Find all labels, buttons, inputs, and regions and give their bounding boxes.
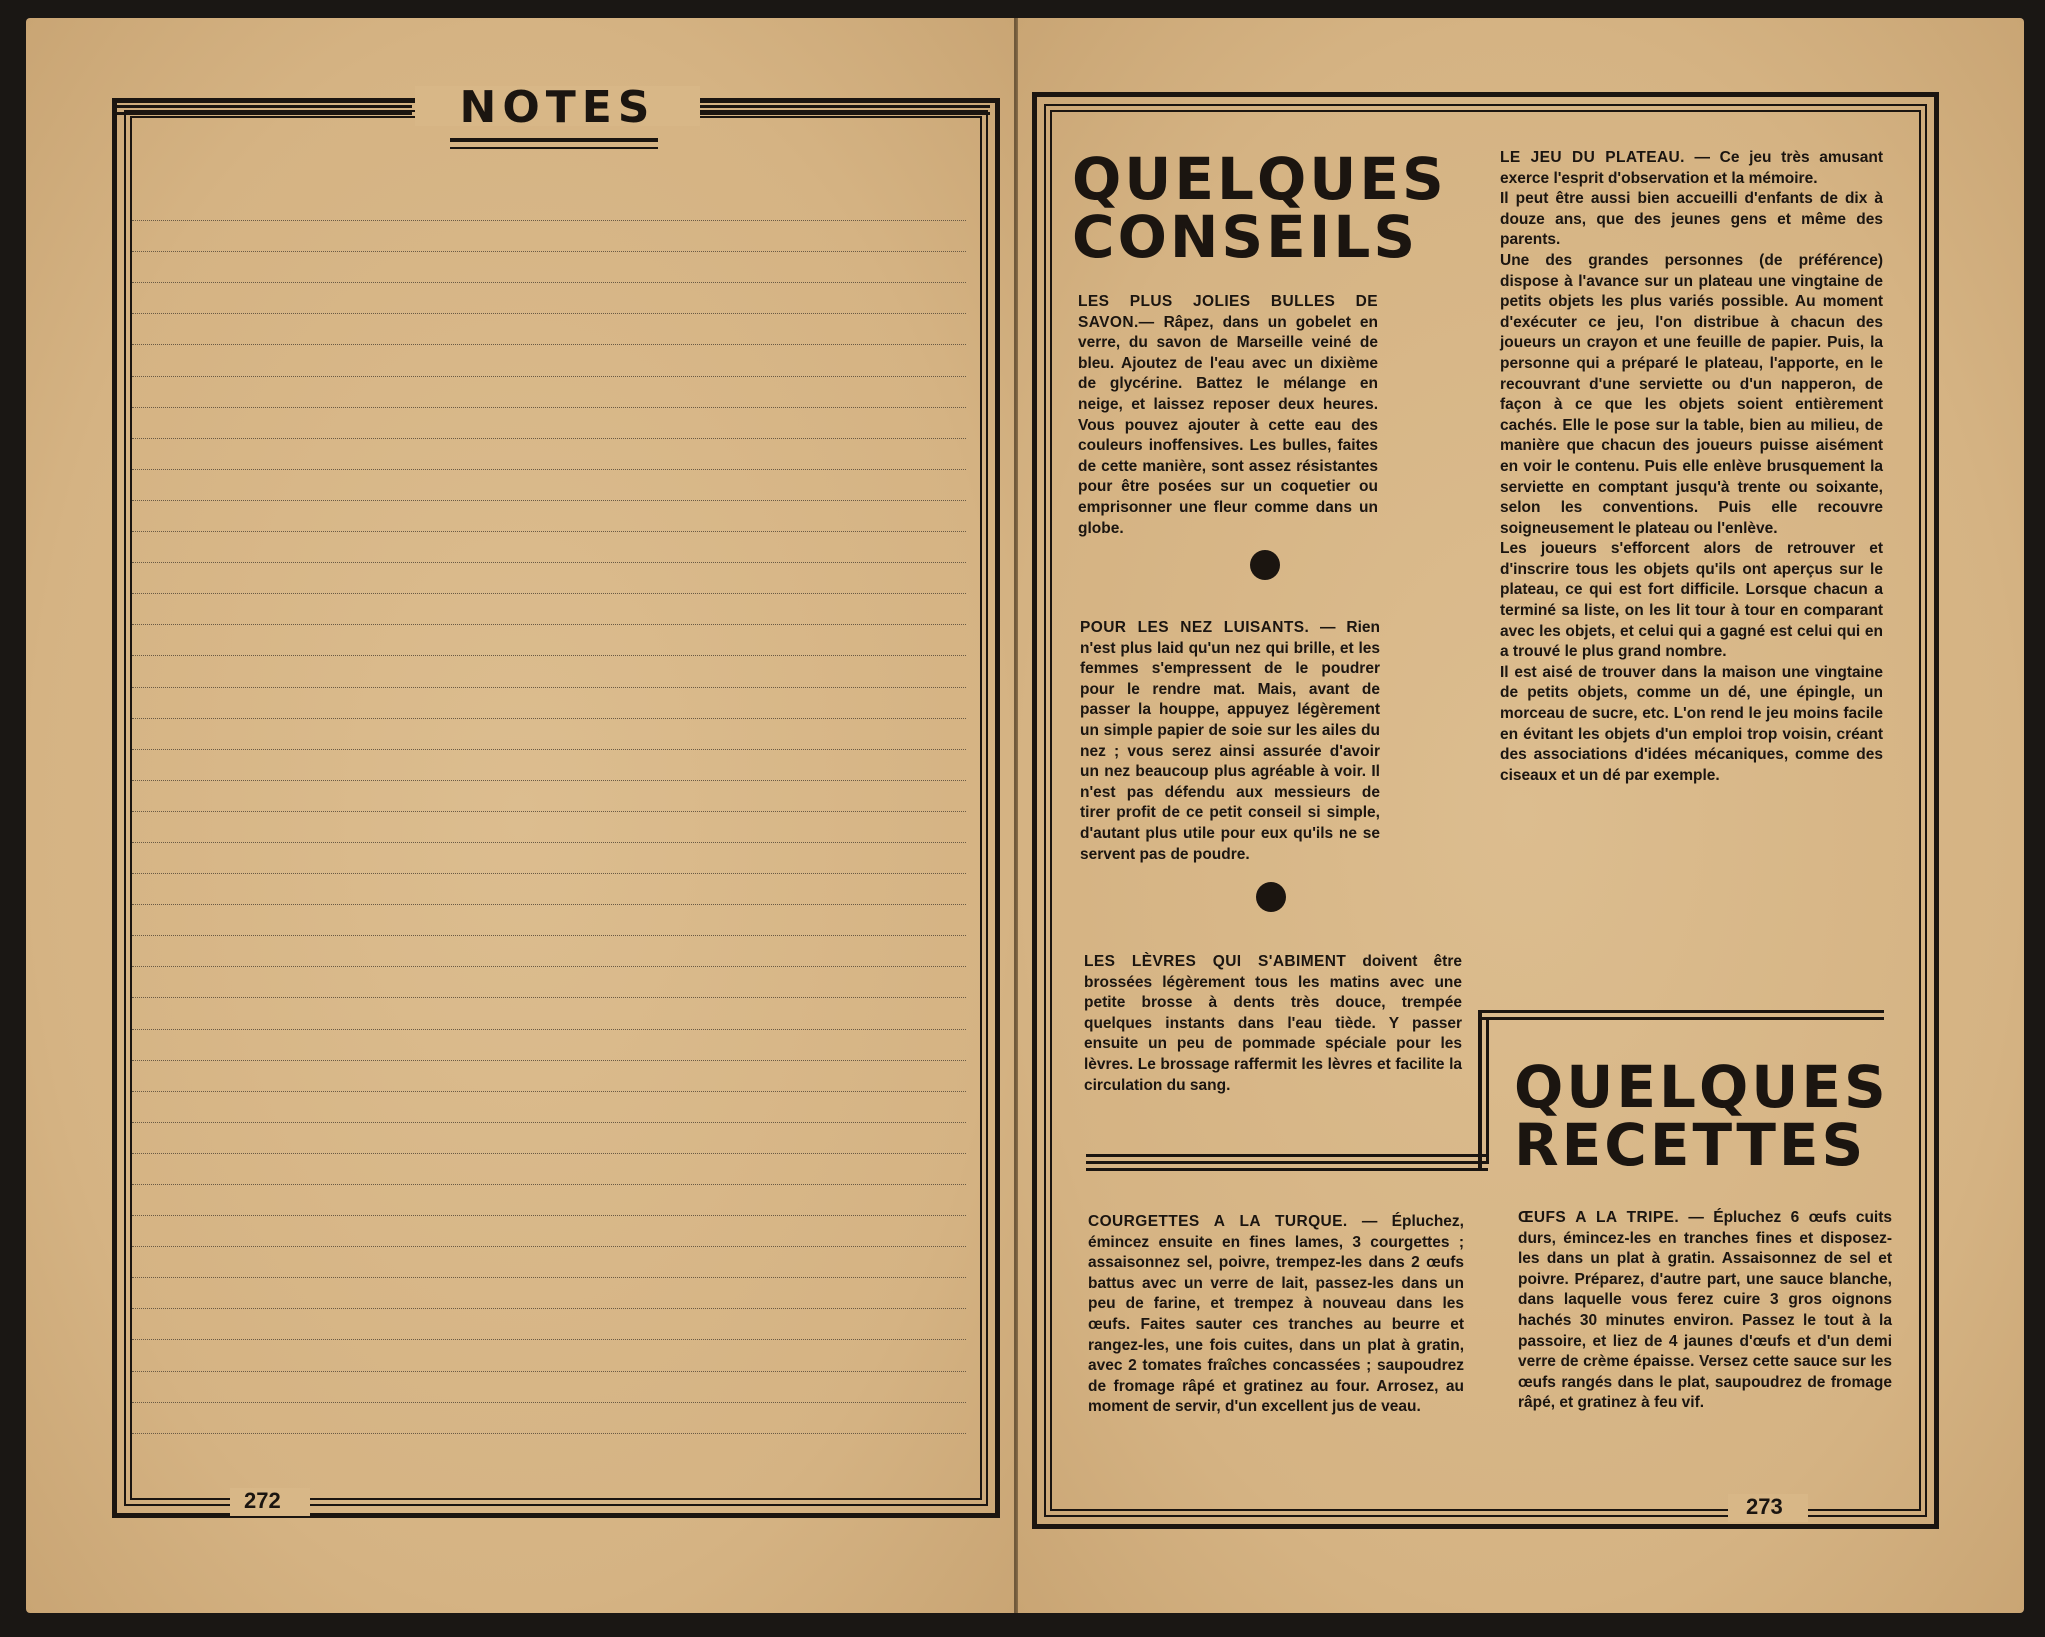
title-conseils-line1: QUELQUES (1072, 145, 1447, 213)
note-line[interactable] (132, 688, 966, 719)
note-line[interactable] (132, 501, 966, 532)
notes-ruled-area[interactable] (132, 190, 966, 1434)
title-underline-2 (450, 147, 658, 149)
title-rule-left (112, 98, 412, 119)
note-line[interactable] (132, 439, 966, 470)
article-plateau (1500, 148, 1883, 786)
note-line[interactable] (132, 905, 966, 936)
note-line[interactable] (132, 1278, 966, 1309)
heading-oeufs: ŒUFS A LA TRIPE. (1518, 1209, 1680, 1226)
note-line[interactable] (132, 843, 966, 874)
recettes-rule-top (1478, 1010, 1884, 1024)
article-levres (1084, 952, 1462, 1096)
heading-courgettes: COURGETTES A LA TURQUE. (1088, 1213, 1348, 1230)
heading-levres: LES LÈVRES QUI S'ABIMENT (1084, 953, 1347, 970)
body-courgettes: — Épluchez, émincez ensuite en fines lames, 3 courgettes ; assaisonnez sel, poivre, trempez-les dans 2 œufs battus avec un verre de lait, passez-les dans un peu de farine, et trempez à nouveau dans les œufs. Faites sauter ces tranches au beurre et rangez-les, une fois cuites, dans un plat à gratin, avec 2 tomates fraîches concassées ; saupoudrez de fromage râpé et gratinez au four. Arrosez, au moment de servir, d'un excellent jus de veau. (1088, 1213, 1464, 1416)
title-underline (450, 138, 658, 142)
note-line[interactable] (132, 874, 966, 905)
note-line[interactable] (132, 408, 966, 439)
recettes-rule-bottom (1086, 1154, 1488, 1175)
title-recettes-line2: RECETTES (1514, 1111, 1867, 1179)
article-oeufs (1518, 1208, 1892, 1414)
note-line[interactable] (132, 377, 966, 408)
title-rule-right (700, 98, 990, 119)
section-title-recettes (1514, 1053, 1889, 1179)
page-number-right: 273 (1746, 1494, 1783, 1519)
note-line[interactable] (132, 1340, 966, 1371)
note-line[interactable] (132, 1309, 966, 1340)
article-courgettes (1088, 1212, 1464, 1418)
title-conseils-line2: CONSEILS (1072, 203, 1419, 271)
plateau-p1 (1500, 148, 1883, 189)
note-line[interactable] (132, 221, 966, 252)
body-plateau-p1: — Ce jeu très amusant exerce l'esprit d'observation et la mémoire. (1500, 149, 1883, 187)
note-line[interactable] (132, 1123, 966, 1154)
plateau-p5: Il est aisé de trouver dans la maison une vingtaine de petits objets, comme un dé, une épingle, un morceau de sucre, etc. L'on rend le jeu moins facile en évitant les objets d'un emploi trop voisin, créant des associations d'idées mécaniques, comme des ciseaux et un dé par exemple. (1500, 663, 1883, 784)
section-title-conseils (1072, 145, 1447, 271)
plateau-p2: Il peut être aussi bien accueilli d'enfants de dix à douze ans, que des jeunes gens et même des parents. (1500, 190, 1883, 249)
heading-plateau: LE JEU DU PLATEAU. (1500, 149, 1685, 166)
body-oeufs: — Épluchez 6 œufs cuits durs, émincez-les en tranches fines et disposez-les dans un plat à gratin. Assaisonnez de sel et poivre. Préparez, d'autre part, une sauce blanche, dans laquelle vous ferez cuire 3 gros oignons hachés 30 minutes environ. Passez le tout à la passoire, et liez de 4 jaunes d'œufs et d'un demi verre de crème épaisse. Versez cette sauce sur les œufs rangés dans le plat, saupoudrez de fromage râpé, et gratinez à feu vif. (1518, 1209, 1892, 1412)
note-line[interactable] (132, 594, 966, 625)
separator-bullet-2 (1256, 882, 1286, 912)
note-line[interactable] (132, 781, 966, 812)
note-line[interactable] (132, 1092, 966, 1123)
note-line[interactable] (132, 812, 966, 843)
heading-nez: POUR LES NEZ LUISANTS. (1080, 619, 1310, 636)
note-line[interactable] (132, 283, 966, 314)
note-line[interactable] (132, 625, 966, 656)
note-line[interactable] (132, 190, 966, 221)
body-bulles: Râpez, dans un gobelet en verre, du savon de Marseille veiné de bleu. Ajoutez de l'eau avec un dixième de glycérine. Battez le mélange en neige, et laissez reposer deux heures. Vous pouvez ajouter à cette eau des couleurs inoffensives. Les bulles, faites de cette manière, sont assez résistantes pour être posées sur un coquetier ou emprisonner une fleur comme dans un globe. (1078, 313, 1378, 537)
note-line[interactable] (132, 1403, 966, 1434)
note-line[interactable] (132, 656, 966, 687)
note-line[interactable] (132, 998, 966, 1029)
recettes-rule-vertical (1478, 1010, 1482, 1170)
plateau-p4: Les joueurs s'efforcent alors de retrouver et d'inscrire tous les objets qu'ils ont aperçus sur le plateau, ce qui est fort difficile. Lorsque chacun a terminé sa liste, on les lit tour à tour en comparant avec les objets, et celui qui a gagné est celui qui en a trouvé le plus grand nombre. (1500, 540, 1883, 661)
article-nez (1080, 618, 1380, 865)
title-recettes-line1: QUELQUES (1514, 1053, 1889, 1121)
article-bulles (1078, 292, 1378, 539)
note-line[interactable] (132, 345, 966, 376)
page-number-left: 272 (244, 1488, 281, 1513)
separator-bullet-1 (1250, 550, 1280, 580)
body-levres: doivent être brossées légèrement tous les matins avec une petite brosse à dents très douce, trempée quelques instants dans l'eau tiède. Y passer ensuite un peu de pommade spéciale pour les lèvres. Le brossage raffermit les lèvres et facilite la circulation du sang. (1084, 953, 1462, 1094)
note-line[interactable] (132, 1185, 966, 1216)
note-line[interactable] (132, 1372, 966, 1403)
note-line[interactable] (132, 314, 966, 345)
heading-bulles: LES PLUS JOLIES BULLES DE SAVON.— (1078, 293, 1378, 331)
note-line[interactable] (132, 470, 966, 501)
recettes-rule-vertical-2 (1486, 1018, 1489, 1164)
note-line[interactable] (132, 719, 966, 750)
note-line[interactable] (132, 1247, 966, 1278)
note-line[interactable] (132, 563, 966, 594)
note-line[interactable] (132, 1154, 966, 1185)
note-line[interactable] (132, 750, 966, 781)
note-line[interactable] (132, 252, 966, 283)
note-line[interactable] (132, 1030, 966, 1061)
note-line[interactable] (132, 532, 966, 563)
note-line[interactable] (132, 1216, 966, 1247)
notes-title: NOTES (459, 82, 656, 133)
note-line[interactable] (132, 967, 966, 998)
note-line[interactable] (132, 936, 966, 967)
note-line[interactable] (132, 1061, 966, 1092)
plateau-p3: Une des grandes personnes (de préférence) dispose à l'avance sur un plateau une vingtaine de petits objets les plus variés possible. Au moment d'exécuter ce jeu, l'on distribue à chacun des joueurs un crayon et une feuille de papier. Puis, la personne qui a préparé le plateau, l'apporte, en le recouvrant d'une serviette ou d'un napperon, de façon à ce que les objets soient entièrement cachés. Elle le pose sur la table, bien au milieu, de manière que chacun des joueurs puisse aisément en voir le contenu. Puis elle enlève brusquement la serviette en comptant jusqu'à trente ou soixante, selon les conventions. Puis elle recouvre soigneusement le plateau ou l'enlève. (1500, 251, 1883, 537)
body-nez: — Rien n'est plus laid qu'un nez qui brille, et les femmes s'empressent de le poudrer pour le rendre mat. Mais, avant de passer la houppe, appuyez légèrement un simple papier de soie sur les ailes du nez ; vous serez ainsi assurée d'avoir un nez beaucoup plus agréable à voir. Il n'est pas défendu aux messieurs de tirer profit de ce petit conseil si simple, d'autant plus utile pour eux qu'ils ne se servent pas de poudre. (1080, 619, 1381, 863)
